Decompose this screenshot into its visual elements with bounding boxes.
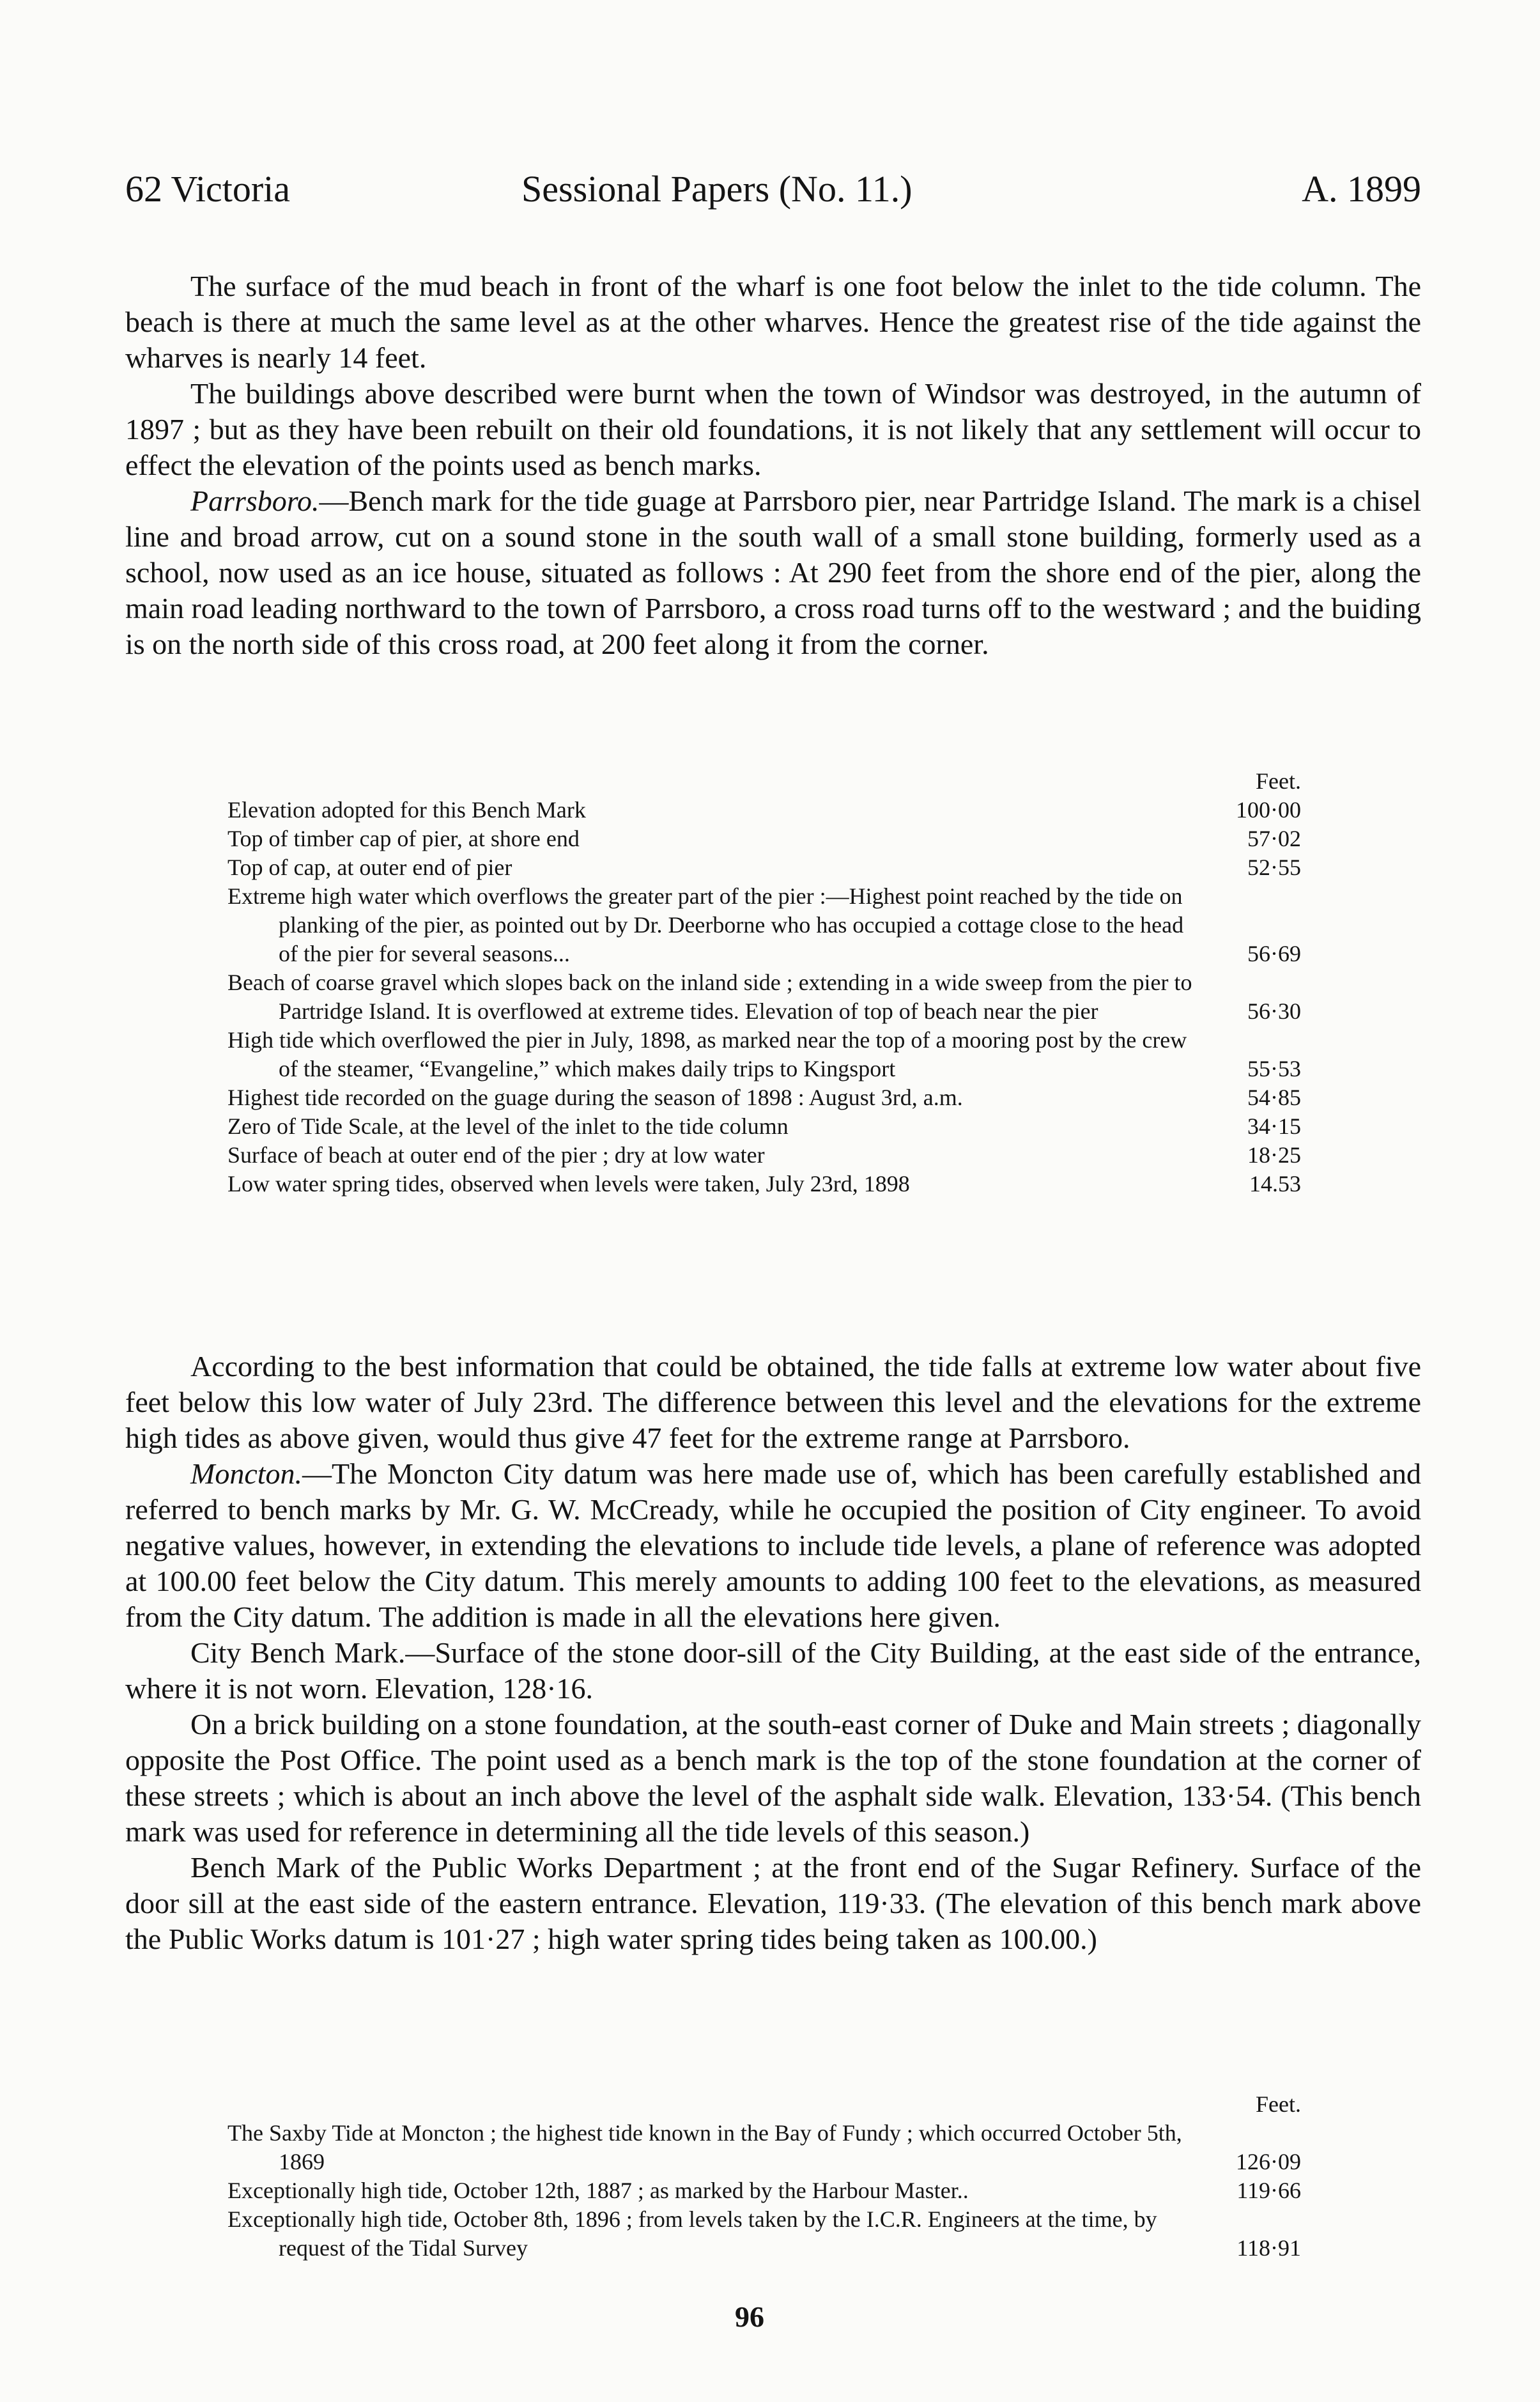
row-value: 119·66 [1236,2178,1301,2203]
row-description [227,1026,1205,1083]
paragraph [125,1456,1421,1635]
row-value: 52·55 [1247,855,1301,880]
row-description-text: Beach of coarse gravel which slopes back on the inland side ; extending in a wide sweep from the pier to Partridge Island. It is overflowed at extreme tides. Elevation of top of beach near the pier [227,970,1192,1024]
row-description [227,796,1205,825]
row-description-text: Low water spring tides, observed when levels were taken, July 23rd, 1898 [227,1171,910,1197]
elevation-table-moncton [227,2090,1307,2263]
table-body [227,796,1307,1198]
table-row [227,853,1307,882]
row-description [227,825,1205,853]
row-value: 14.53 [1249,1171,1301,1197]
row-description-text: Extreme high water which overflows the greater part of the pier :—Highest point reached by the tide on planking of the pier, as pointed out by Dr. Deerborne who has occupied a cottage close to the head of the pier for several seasons... [227,883,1184,966]
row-description [227,968,1205,1026]
paragraph-text: —Bench mark for the tide guage at Parrsboro pier, near Partridge Island. The mark is a chisel line and broad arrow, cut on a sound stone in the south wall of a small stone building, formerly used as a school, now used as an ice house, situated as follows : At 290 feet from the shore end of the pier, along the main road leading northward to the town of Parrsboro, a cross road turns off to the westward ; and the buiding is on the north side of this cross road, at 200 feet along it from the corner. [125,484,1421,660]
row-description [227,882,1205,968]
table-row [227,1083,1307,1112]
table-row [227,882,1307,968]
row-value: 56·30 [1247,998,1301,1024]
table-unit-header: Feet. [1256,2091,1301,2117]
header-volume: 62 Victoria [125,168,290,210]
row-value: 126·09 [1236,2149,1301,2174]
row-description-text: Zero of Tide Scale, at the level of the inlet to the tide column [227,1113,789,1139]
row-description-text: High tide which overflowed the pier in July, 1898, as marked near the top of a mooring post by the crew of the steamer, “Evangeline,” which makes daily trips to Kingsport [227,1027,1187,1081]
table-row [227,796,1307,825]
elevation-table-parrsboro [227,767,1307,1198]
row-description-text: Top of cap, at outer end of pier [227,855,512,880]
row-description [227,853,1205,882]
table-row [227,2119,1307,2176]
row-description-text: Exceptionally high tide, October 12th, 1887 ; as marked by the Harbour Master.. [227,2178,969,2203]
table-row [227,1026,1307,1083]
row-value: 54·85 [1247,1085,1301,1110]
paragraph: The buildings above described were burnt when the town of Windsor was destroyed, in the autumn of 1897 ; but as they have been rebuilt on their old foundations, it is not likely that any settlement will occur to effect the elevation of the points used as bench marks. [125,377,1421,481]
paragraph [125,483,1421,662]
table-row [227,2176,1307,2205]
row-description-text: Top of timber cap of pier, at shore end [227,826,580,851]
table-body [227,2119,1307,2263]
row-description [227,2176,1205,2205]
row-value: 118·91 [1236,2235,1301,2261]
table-row [227,1170,1307,1198]
header-year: A. 1899 [1302,168,1421,210]
row-description [227,1170,1205,1198]
row-value: 18·25 [1247,1142,1301,1168]
row-description-text: Surface of beach at outer end of the pier ; dry at low water [227,1142,765,1168]
table-unit-header: Feet. [1256,768,1301,794]
row-description [227,2119,1205,2176]
table-row [227,1141,1307,1170]
row-value: 55·53 [1247,1056,1301,1081]
row-description [227,1083,1205,1112]
row-value: 56·69 [1247,941,1301,966]
intro-section [125,268,1421,662]
table-row [227,1112,1307,1141]
row-description [227,1112,1205,1141]
place-name: Moncton. [190,1457,303,1490]
paragraph: Bench Mark of the Public Works Department ; at the front end of the Sugar Refinery. Surface of the door sill at the east side of the eastern entrance. Elevation, 119·33. (The elevation of this bench mark above the Public Works datum is 101·27 ; high water spring tides being taken as 100.00.) [125,1851,1421,1955]
row-description [227,2205,1205,2263]
row-description-text: Exceptionally high tide, October 8th, 1896 ; from levels taken by the I.C.R. Engineers at the time, by request of the Tidal Survey [227,2206,1157,2261]
paragraph: According to the best information that could be obtained, the tide falls at extreme low water about five feet below this low water of July 23rd. The difference between this level and the elevations for the extreme high tides as above given, would thus give 47 feet for the extreme range at Parrsboro. [125,1350,1421,1454]
page-number: 96 [735,2300,764,2333]
running-header [125,167,1421,219]
paragraph: The surface of the mud beach in front of the wharf is one foot below the inlet to the tide column. The beach is there at much the same level as at the other wharves. Hence the greatest rise of the tide against the wharves is nearly 14 feet. [125,270,1421,374]
row-value: 57·02 [1247,826,1301,851]
row-description-text: Elevation adopted for this Bench Mark [227,797,586,823]
table-row [227,968,1307,1026]
paragraph-text: —The Moncton City datum was here made use of, which has been carefully established and referred to bench marks by Mr. G. W. McCready, while he occupied the position of City engineer. To avoid negative values, however, in extending the elevations to include tide levels, a plane of reference was adopted at 100.00 feet below the City datum. This merely amounts to adding 100 feet to the elevations, as measured from the City datum. The addition is made in all the elevations here given. [125,1457,1421,1633]
paragraph: On a brick building on a stone foundation, at the south-east corner of Duke and Main streets ; diagonally opposite the Post Office. The point used as a bench mark is the top of the stone foundation at the corner of these streets ; which is about an inch above the level of the asphalt side walk. Elevation, 133·54. (This bench mark was used for reference in determining all the tide levels of this season.) [125,1708,1421,1848]
row-value: 100·00 [1236,797,1301,823]
row-description [227,1141,1205,1170]
header-title: Sessional Papers (No. 11.) [521,168,912,210]
place-name: Parrsboro. [190,484,320,517]
moncton-section [125,1349,1421,1957]
table-row [227,825,1307,853]
row-description-text: Highest tide recorded on the guage during the season of 1898 : August 3rd, a.m. [227,1085,963,1110]
row-value: 34·15 [1247,1113,1301,1139]
row-description-text: The Saxby Tide at Moncton ; the highest tide known in the Bay of Fundy ; which occurred October 5th, 1869 [227,2120,1182,2174]
table-row [227,2205,1307,2263]
paragraph: City Bench Mark.—Surface of the stone door-sill of the City Building, at the east side of the entrance, where it is not worn. Elevation, 128·16. [125,1636,1421,1705]
